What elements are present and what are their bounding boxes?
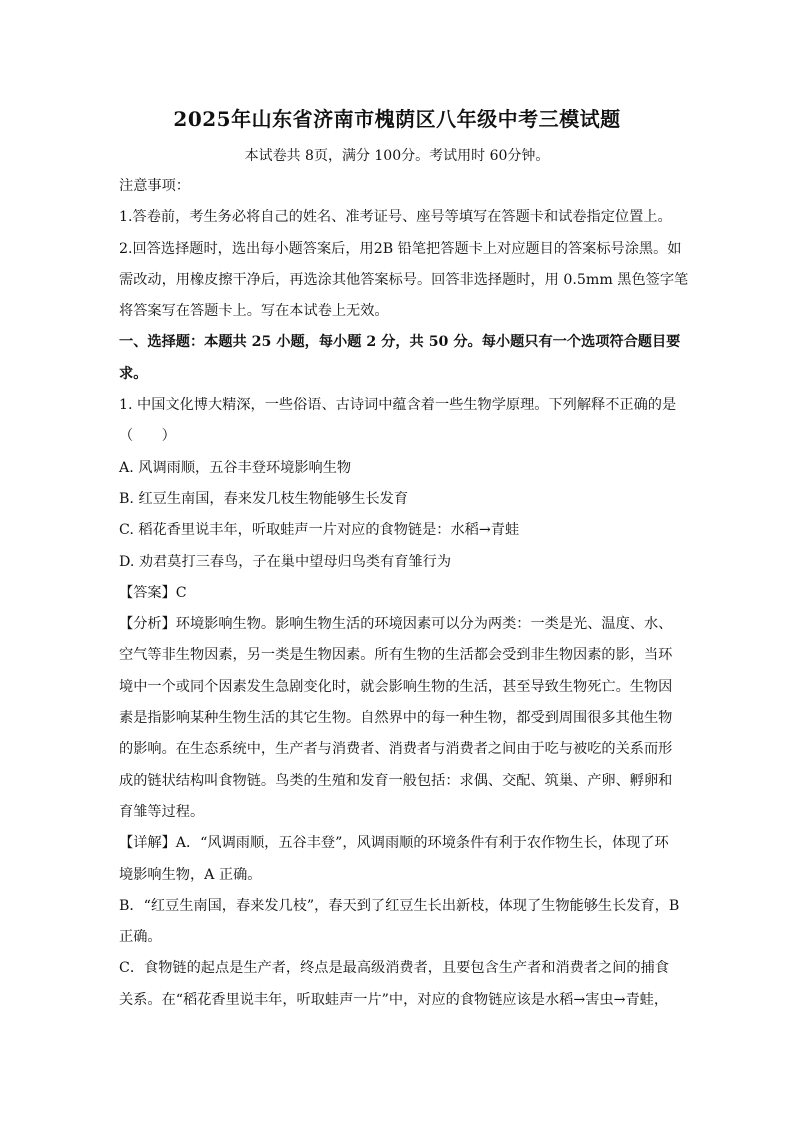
notice-item-2-line-1: 2.回答选择题时，选出每小题答案后，用2B 铅笔把答题卡上对应题目的答案标号涂黑。如 — [119, 240, 682, 257]
explanation-line-1: 【详解】A．“风调雨顺，五谷丰登”，风调雨顺的环境条件有利于农作物生长，体现了环 — [119, 835, 669, 852]
question-1-stem-line-1: 1. 中国文化博大精深，一些俗语、古诗词中蕴含着一些生物学原理。下列解释不正确的是 — [119, 397, 677, 414]
document-body — [119, 171, 689, 1016]
analysis-line-7: 育雏等过程。 — [119, 803, 205, 820]
notice-heading: 注意事项： — [119, 178, 190, 194]
explanation-line-3: B．“红豆生南国，春来发几枝”，春天到了红豆生长出新枝，体现了生物能够生长发育，B — [119, 897, 680, 914]
question-1-option-c: C. 稻花香里说丰年，听取蛙声一片对应的食物链是：水稻→青蛙 — [119, 522, 520, 539]
question-1-option-d: D. 劝君莫打三春鸟，子在巢中望母归鸟类有育雏行为 — [119, 553, 452, 570]
notice-item-1: 1.答卷前，考生务必将自己的姓名、准考证号、座号等填写在答题卡和试卷指定位置上。 — [119, 209, 672, 226]
explanation-line-4: 正确。 — [119, 929, 162, 946]
question-1-option-b: B. 红豆生南国，春来发几枝生物能够生长发育 — [119, 490, 409, 507]
section-heading-line-2: 求。 — [119, 365, 148, 382]
explanation-line-2: 境影响生物，A 正确。 — [119, 866, 262, 883]
explanation-line-5: C．食物链的起点是生产者，终点是最高级消费者，且要包含生产者和消费者之间的捕食 — [119, 960, 669, 977]
question-1-option-a: A. 风调雨顺，五谷丰登环境影响生物 — [119, 459, 352, 476]
notice-item-2-line-3: 将答案写在答题卡上。写在本试卷上无效。 — [119, 303, 389, 320]
analysis-line-4: 素是指影响某种生物生活的其它生物。自然界中的每一种生物，都受到周围很多其他生物 — [119, 710, 673, 727]
analysis-line-2: 空气等非生物因素，另一类是生物因素。所有生物的生活都会受到非生物因素的影，当环 — [119, 647, 673, 664]
analysis-line-5: 的影响。在生态系统中，生产者与消费者、消费者与消费者之间由于吃与被吃的关系而形 — [119, 741, 673, 758]
answer-line: 【答案】C — [119, 584, 187, 601]
analysis-line-1: 【分析】环境影响生物。影响生物生活的环境因素可以分为两类：一类是光、温度、水、 — [119, 616, 673, 633]
section-heading-line-1: 一、选择题：本题共 25 小题，每小题 2 分，共 50 分。每小题只有一个选项符合题目要 — [119, 334, 681, 351]
explanation-line-6: 关系。在“稻花香里说丰年，听取蛙声一片”中，对应的食物链应该是水稻→害虫→青蛙， — [119, 991, 669, 1008]
document-subtitle: 本试卷共 8页，满分 100分。考试用时 60分钟。 — [244, 148, 550, 164]
document-title: 2025年山东省济南市槐荫区八年级中考三模试题 — [173, 107, 621, 131]
analysis-line-6: 成的链状结构叫食物链。鸟类的生殖和发育一般包括：求偶、交配、筑巢、产卵、孵卵和 — [119, 772, 673, 789]
analysis-line-3: 境中一个或同个因素发生急剧变化时，就会影响生物的生活，甚至导致生物死亡。生物因 — [119, 678, 673, 695]
question-1-stem-line-2: （ ） — [119, 428, 176, 445]
notice-item-2-line-2: 需改动，用橡皮擦干净后，再选涂其他答案标号。回答非选择题时，用 0.5mm 黑色签字笔 — [119, 271, 689, 288]
